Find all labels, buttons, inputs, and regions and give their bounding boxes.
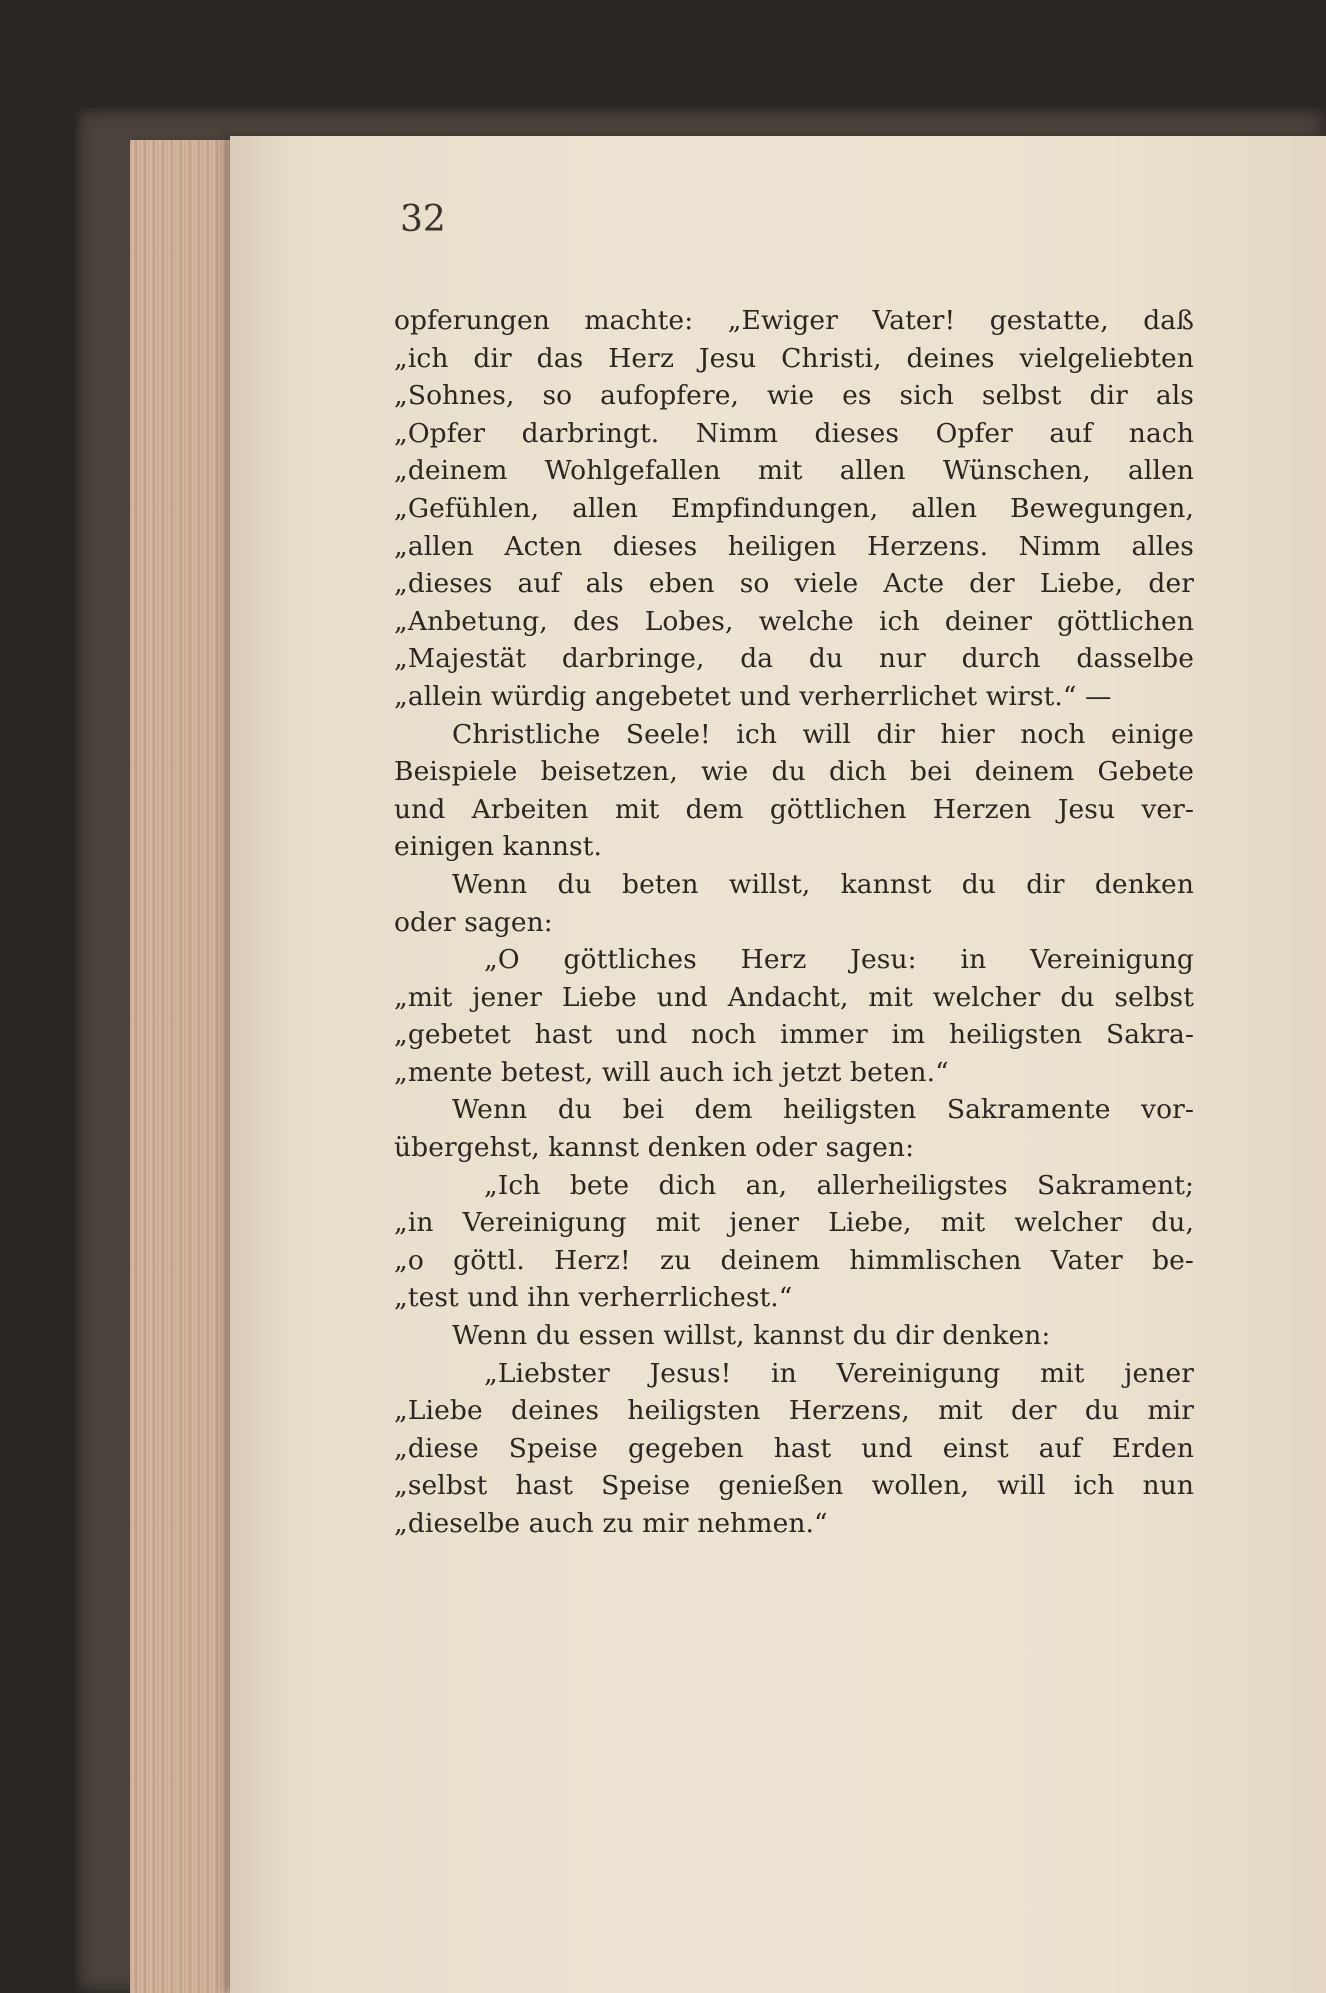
text-line: „allen Acten dieses heiligen Herzens. Nimm alles [394,530,1194,562]
text-line: Wenn du beten willst, kannst du dir denken [452,868,1194,900]
text-line: „dieses auf als eben so viele Acte der Liebe, der [394,568,1194,600]
text-line: „Sohnes, so aufopfere, wie es sich selbst dir als [394,380,1194,412]
text-line: „deinem Wohlgefallen mit allen Wünschen, allen [394,455,1194,487]
text-line: „in Vereinigung mit jener Liebe, mit welcher du, [394,1207,1194,1239]
text-line: Wenn du essen willst, kannst du dir denken: [452,1320,1051,1352]
page-number: 32 [400,199,446,240]
text-line: „Liebe deines heiligsten Herzens, mit der du mir [394,1395,1194,1427]
text-line: „Liebster Jesus! in Vereinigung mit jener [484,1357,1194,1389]
text-line: „gebetet hast und noch immer im heiligsten Sakra- [394,1019,1194,1051]
text-line: „O göttliches Herz Jesu: in Vereinigung [484,944,1194,976]
text-line: und Arbeiten mit dem göttlichen Herzen Jesu ver- [394,793,1194,825]
text-line: oder sagen: [394,906,553,938]
text-line: „Gefühlen, allen Empfindungen, allen Bewegungen, [394,492,1194,524]
text-line: „Anbetung, des Lobes, welche ich deiner göttlichen [394,605,1194,637]
book-page [230,136,1326,1993]
text-line: „dieselbe auch zu mir nehmen.“ [394,1508,828,1539]
text-line: „selbst hast Speise genießen wollen, will ich nun [394,1470,1194,1502]
text-line: „Opfer darbringt. Nimm dieses Opfer auf nach [394,417,1194,449]
body-text [394,302,1194,1543]
text-line: „allein würdig angebetet und verherrlichet wirst.“ — [394,680,1112,712]
text-line: opferungen machte: „Ewiger Vater! gestatte, daß [394,305,1194,336]
text-line: übergehst, kannst denken oder sagen: [394,1132,915,1164]
text-line: einigen kannst. [394,831,603,863]
text-line: Beispiele beisetzen, wie du dich bei deinem Gebete [394,756,1194,788]
text-line: „Majestät darbringe, da du nur durch dasselbe [394,643,1194,675]
text-line: „diese Speise gegeben hast und einst auf Erden [394,1432,1194,1464]
text-line: „o göttl. Herz! zu deinem himmlischen Vater be- [394,1244,1194,1276]
text-line: „Ich bete dich an, allerheiligstes Sakrament; [484,1169,1194,1201]
text-line: „mente betest, will auch ich jetzt beten.“ [394,1056,949,1088]
text-line: „test und ihn verherrlichest.“ [394,1282,793,1314]
text-line: „ich dir das Herz Jesu Christi, deines vielgeliebten [394,342,1194,374]
page-content [394,198,1194,1543]
text-line: Christliche Seele! ich will dir hier noch einige [452,718,1194,750]
text-line: Wenn du bei dem heiligsten Sakramente vor- [452,1094,1194,1126]
text-line: „mit jener Liebe und Andacht, mit welcher du selbst [394,981,1194,1013]
